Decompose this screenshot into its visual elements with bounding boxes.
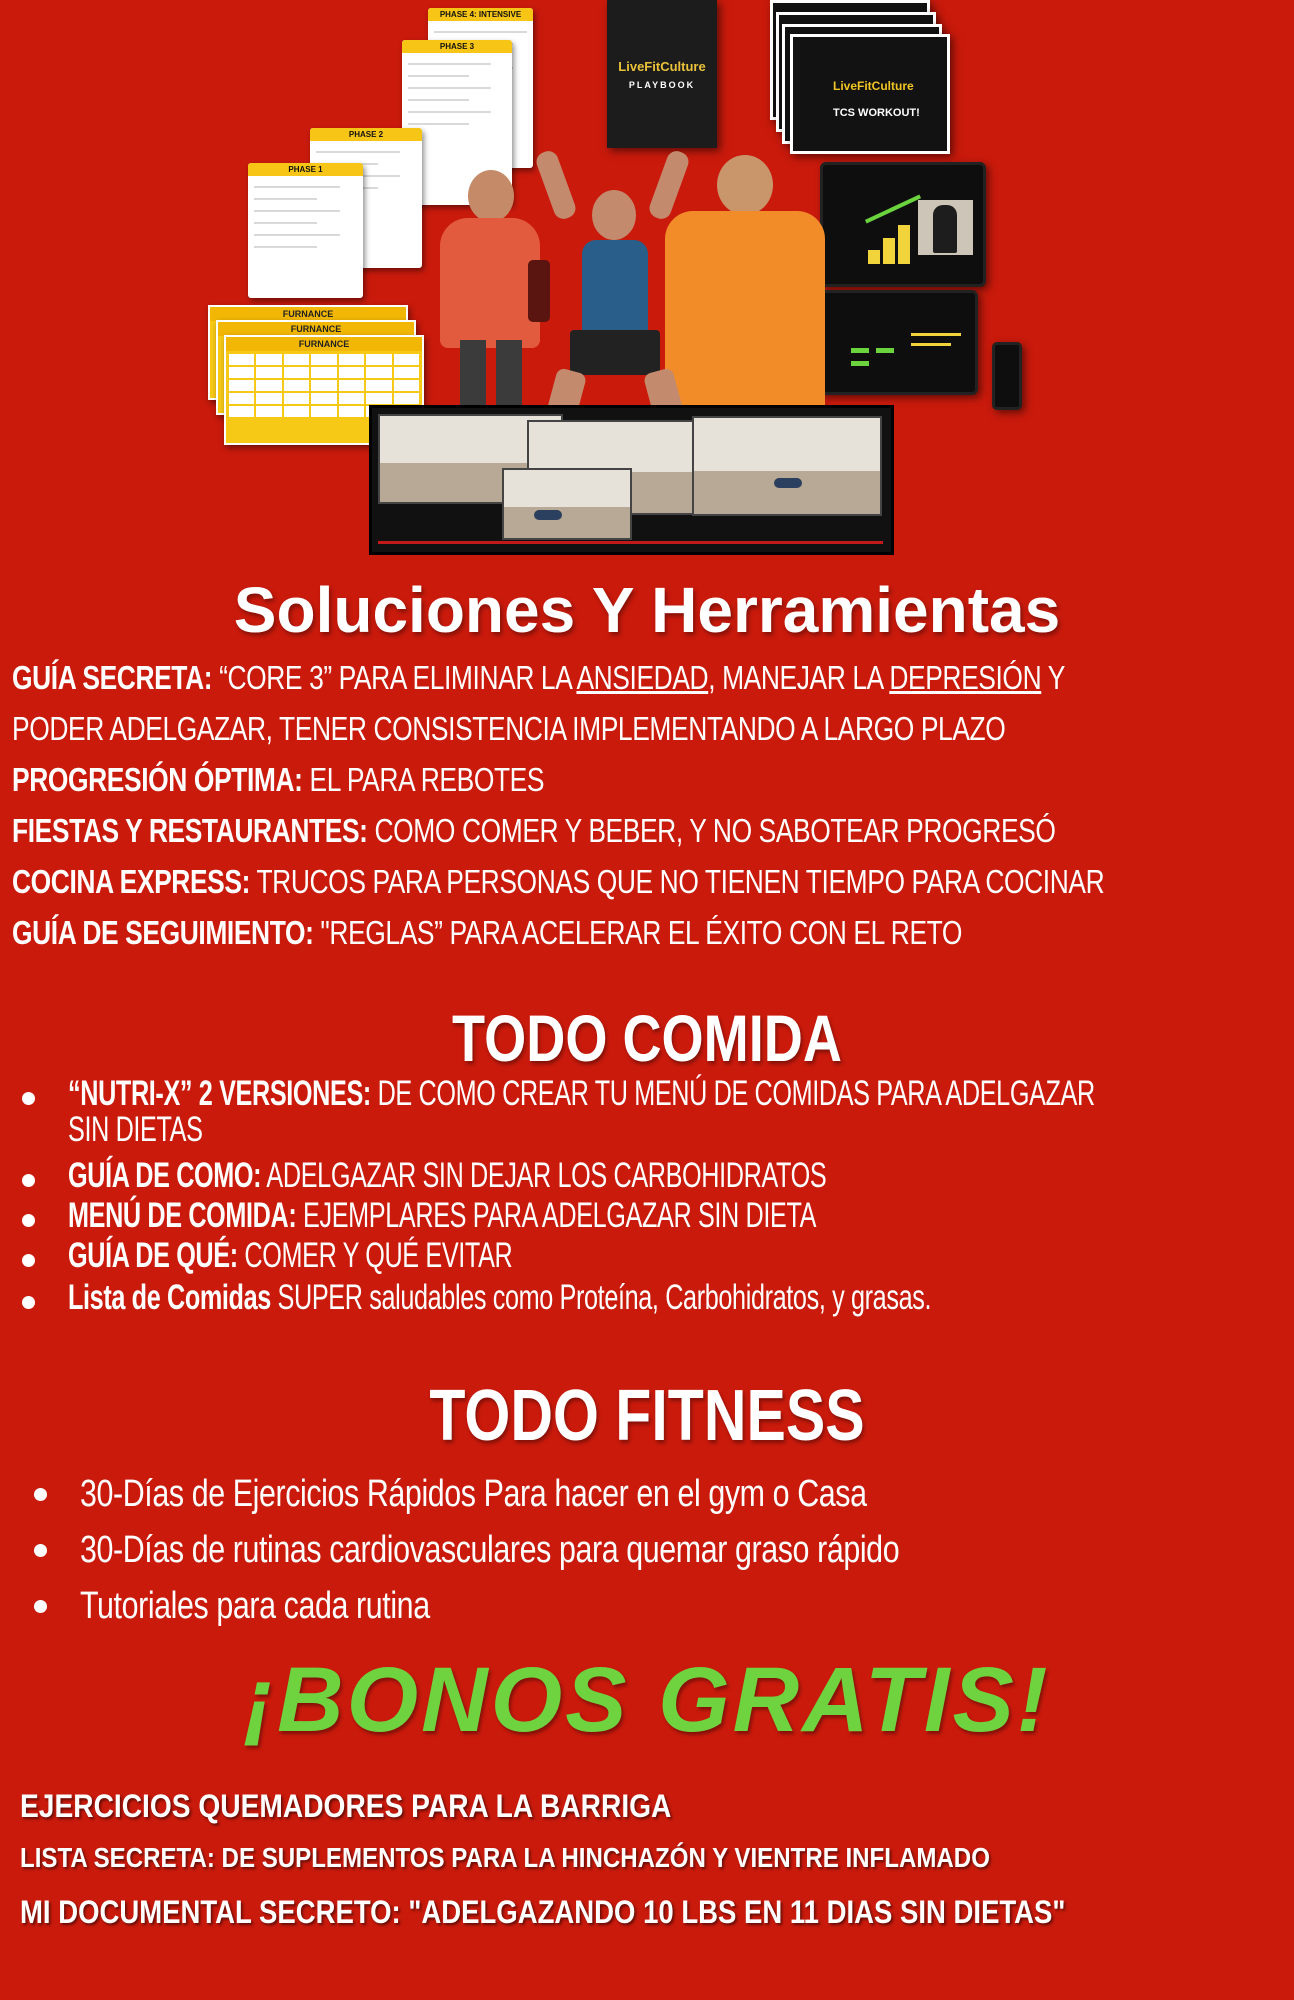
solutions-title: Soluciones Y Herramientas [233, 574, 1061, 646]
food-title: TODO COMIDA [452, 1001, 842, 1075]
solutions-item-underlined: DEPRESIÓN [889, 659, 1042, 696]
solutions-item-text: TRUCOS PARA PERSONAS QUE NO TIENEN TIEMPO PARA COCINAR [250, 863, 1105, 900]
fitness-item-text: 30-Días de rutinas cardiovasculares para quemar graso rápido [80, 1529, 900, 1571]
food-item-text: SUPER saludables como Proteína, Carbohidratos, y grasas. [270, 1278, 932, 1317]
solutions-item-text: “CORE 3” PARA ELIMINAR LA [212, 659, 577, 696]
fitness-title: TODO FITNESS [429, 1376, 865, 1456]
person-left [420, 170, 560, 420]
solutions-item [12, 652, 1065, 703]
solutions-item-text: "REGLAS” PARA ACELERAR EL ÉXITO CON EL RETO [313, 914, 963, 951]
bullet-icon [22, 1092, 35, 1105]
bonus-item: MI DOCUMENTAL SECRETO: "ADELGAZANDO 10 LBS EN 11 DIAS SIN DIETAS" [20, 1894, 1066, 1930]
bullet-icon [22, 1214, 35, 1227]
bullet-icon [22, 1174, 35, 1187]
solutions-item-label: PROGRESIÓN ÓPTIMA: [12, 761, 303, 798]
solutions-item-text: PODER ADELGAZAR, TENER CONSISTENCIA IMPLEMENTANDO A LARGO PLAZO [12, 710, 1006, 747]
solutions-item-text: EL PARA REBOTES [302, 761, 545, 798]
tcs-text: TCS WORKOUT! [833, 107, 920, 119]
calendar-title-3: FURNANCE [226, 337, 422, 351]
playbook-book [607, 0, 717, 148]
solutions-item [12, 856, 1105, 907]
bullet-icon [34, 1600, 47, 1613]
phase-3-label: PHASE 3 [402, 40, 512, 53]
ascension-training-tablet [820, 162, 986, 287]
food-item-label: MENÚ DE COMIDA: [68, 1196, 297, 1235]
solutions-list [12, 652, 1292, 958]
phase-2-label: PHASE 2 [310, 128, 422, 141]
playbook-logo: LiveFitCulture [618, 58, 706, 74]
solutions-item-label: GUÍA SECRETA: [12, 659, 213, 696]
food-item-text: DE COMO CREAR TU MENÚ DE COMIDAS PARA ADELGAZAR [370, 1074, 1095, 1113]
food-item-text: EJEMPLARES PARA ADELGAZAR SIN DIETA [296, 1196, 817, 1235]
calendar-title-1: FURNANCE [210, 307, 406, 321]
solutions-item-underlined: ANSIEDAD [576, 659, 709, 696]
food-item-label: Lista de Comidas [68, 1278, 271, 1317]
tcs-brand: LiveFitCulture [833, 79, 914, 93]
food-item [22, 1278, 1282, 1340]
person-center [540, 150, 690, 430]
calendar-title-2: FURNANCE [218, 322, 414, 336]
solutions-item-text: Y [1041, 659, 1065, 696]
fitness-item [34, 1522, 1274, 1578]
solutions-item [12, 754, 1036, 805]
solutions-item [12, 703, 1036, 754]
phase-4-label: PHASE 4: INTENSIVE [428, 8, 533, 21]
fitness-item [34, 1466, 1274, 1522]
bonus-item: LISTA SECRETA: DE SUPLEMENTOS PARA LA HINCHAZÓN Y VIENTRE INFLAMADO [20, 1842, 990, 1873]
tcs-workout-card [790, 34, 950, 154]
bullet-icon [34, 1488, 47, 1501]
solutions-item-label: COCINA EXPRESS: [12, 863, 250, 900]
fitness-item-text: Tutoriales para cada rutina [80, 1585, 430, 1627]
bonus-item: EJERCICIOS QUEMADORES PARA LA BARRIGA [20, 1788, 672, 1824]
food-item-text: ADELGAZAR SIN DEJAR LOS CARBOHIDRATOS [261, 1156, 827, 1195]
solutions-item-label: FIESTAS Y RESTAURANTES: [12, 812, 368, 849]
bonus-title: ¡BONOS GRATIS! [243, 1649, 1051, 1751]
food-item-label: GUÍA DE QUÉ: [68, 1236, 238, 1275]
bullet-icon [34, 1544, 47, 1557]
phase-1-card [248, 163, 363, 298]
food-item [22, 1076, 1282, 1120]
product-collage [0, 0, 1294, 560]
food-item-label: “NUTRI-X” 2 VERSIONES: [68, 1074, 371, 1113]
food-item-text: SIN DIETAS [68, 1110, 203, 1149]
food-list [22, 1076, 1282, 1340]
food-item-text: COMER Y QUÉ EVITAR [237, 1236, 513, 1275]
workout-video-preview [369, 405, 894, 555]
challenge-roadmap-laptop [818, 290, 978, 395]
fitness-item [34, 1578, 1274, 1634]
solutions-item [12, 907, 1036, 958]
phase-1-label: PHASE 1 [248, 163, 363, 176]
solutions-item-text: COMO COMER Y BEBER, Y NO SABOTEAR PROGRESÓ [367, 812, 1056, 849]
bullet-icon [22, 1254, 35, 1267]
solutions-item-label: GUÍA DE SEGUIMIENTO: [12, 914, 314, 951]
playbook-title: PLAYBOOK [628, 79, 696, 90]
food-item-label: GUÍA DE COMO: [68, 1156, 262, 1195]
fitness-item-text: 30-Días de Ejercicios Rápidos Para hacer en el gym o Casa [80, 1473, 867, 1515]
bullet-icon [22, 1296, 35, 1309]
solutions-item-text: , MANEJAR LA [708, 659, 890, 696]
fitness-list [34, 1466, 1274, 1634]
solutions-item [12, 805, 1056, 856]
phone-device [992, 342, 1022, 410]
